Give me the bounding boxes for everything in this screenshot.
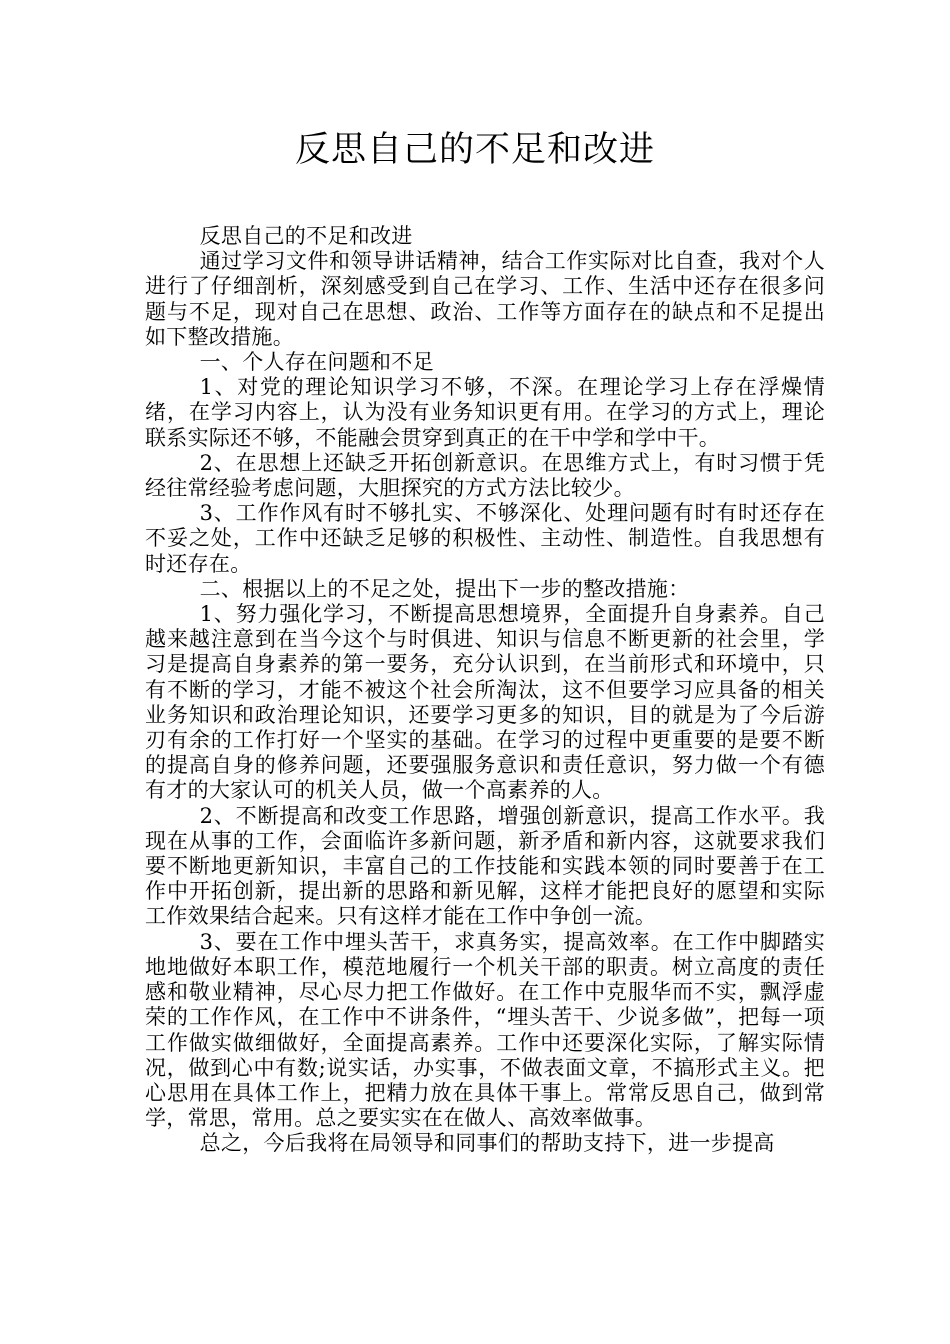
document-title: 反思自己的不足和改进 — [294, 130, 655, 170]
body-paragraph-measure-3: 3、要在工作中埋头苦干，求真务实，提高效率。在工作中脚踏实地地做好本职工作，模范地履行一个机关干部的职责。树立高度的责任感和敬业精神，尽心尽力把工作做好。在工作中克服华而不实，飘浮虚荣的工作作风，在工作中不讲条件，“埋头苦干、少说多做”，把每一项工作做实做细做好，全面提高素养。工作中还要深化实际，了解实际情况，做到心中有数;说实话，办实事，不做表面文章，不搞形式主义。把心思用在具体工作上，把精力放在具体干事上。常常反思自己，做到常学，常思，常用。总之要实实在在做人、高效率做事。 — [145, 929, 825, 1131]
body-paragraph-conclusion: 总之，今后我将在局领导和同事们的帮助支持下，进一步提高 — [199, 1131, 775, 1156]
body-paragraph-measure-1: 1、努力强化学习，不断提高思想境界，全面提升自身素养。自己越来越注意到在当今这个与时俱进、知识与信息不断更新的社会里，学习是提高自身素养的第一要务，充分认识到，在当前形式和环境中，只有不断的学习，才能不被这个社会所淘汰，这不但要学习应具备的相关业务知识和政治理论知识，还要学习更多的知识，目的就是为了今后游刃有余的工作打好一个坚实的基础。在学习的过程中更重要的是要不断的提高自身的修养问题，还要强服务意识和责任意识，努力做一个有德有才的大家认可的机关人员，做一个高素养的人。 — [145, 602, 825, 803]
body-paragraph-intro: 通过学习文件和领导讲话精神，结合工作实际对比自查，我对个人进行了仔细剖析，深刻感受到自己在学习、工作、生活中还存在很多问题与不足，现对自己在思想、政治、工作等方面存在的缺点和不足提出如下整改措施。 — [145, 249, 825, 349]
body-paragraph-subtitle: 反思自己的不足和改进 — [199, 224, 413, 248]
section-heading-measures: 二、根据以上的不足之处，提出下一步的整改措施： — [199, 576, 690, 601]
body-paragraph-problem-3: 3、工作作风有时不够扎实、不够深化、处理问题有时有时还存在不妥之处，工作中还缺乏足够的积极性、主动性、制造性。自我思想有时还存在。 — [145, 501, 825, 576]
section-heading-problems: 一、个人存在问题和不足 — [199, 350, 434, 375]
document-body — [145, 224, 825, 1157]
body-paragraph-measure-2: 2、不断提高和改变工作思路，增强创新意识，提高工作水平。我现在从事的工作，会面临许多新问题，新矛盾和新内容，这就要求我们要不断地更新知识，丰富自己的工作技能和实践本领的同时要善于在工作中开拓创新，提出新的思路和新见解，这样才能把良好的愿望和实际工作效果结合起来。只有这样才能在工作中争创一流。 — [145, 803, 825, 929]
body-paragraph-problem-1: 1、对党的理论知识学习不够，不深。在理论学习上存在浮燥情绪，在学习内容上，认为没有业务知识更有用。在学习的方式上，理论联系实际还不够，不能融会贯穿到真正的在干中学和学中干。 — [145, 375, 825, 450]
body-paragraph-problem-2: 2、在思想上还缺乏开拓创新意识。在思维方式上，有时习惯于凭经往常经验考虑问题，大胆探究的方式方法比较少。 — [145, 450, 825, 501]
